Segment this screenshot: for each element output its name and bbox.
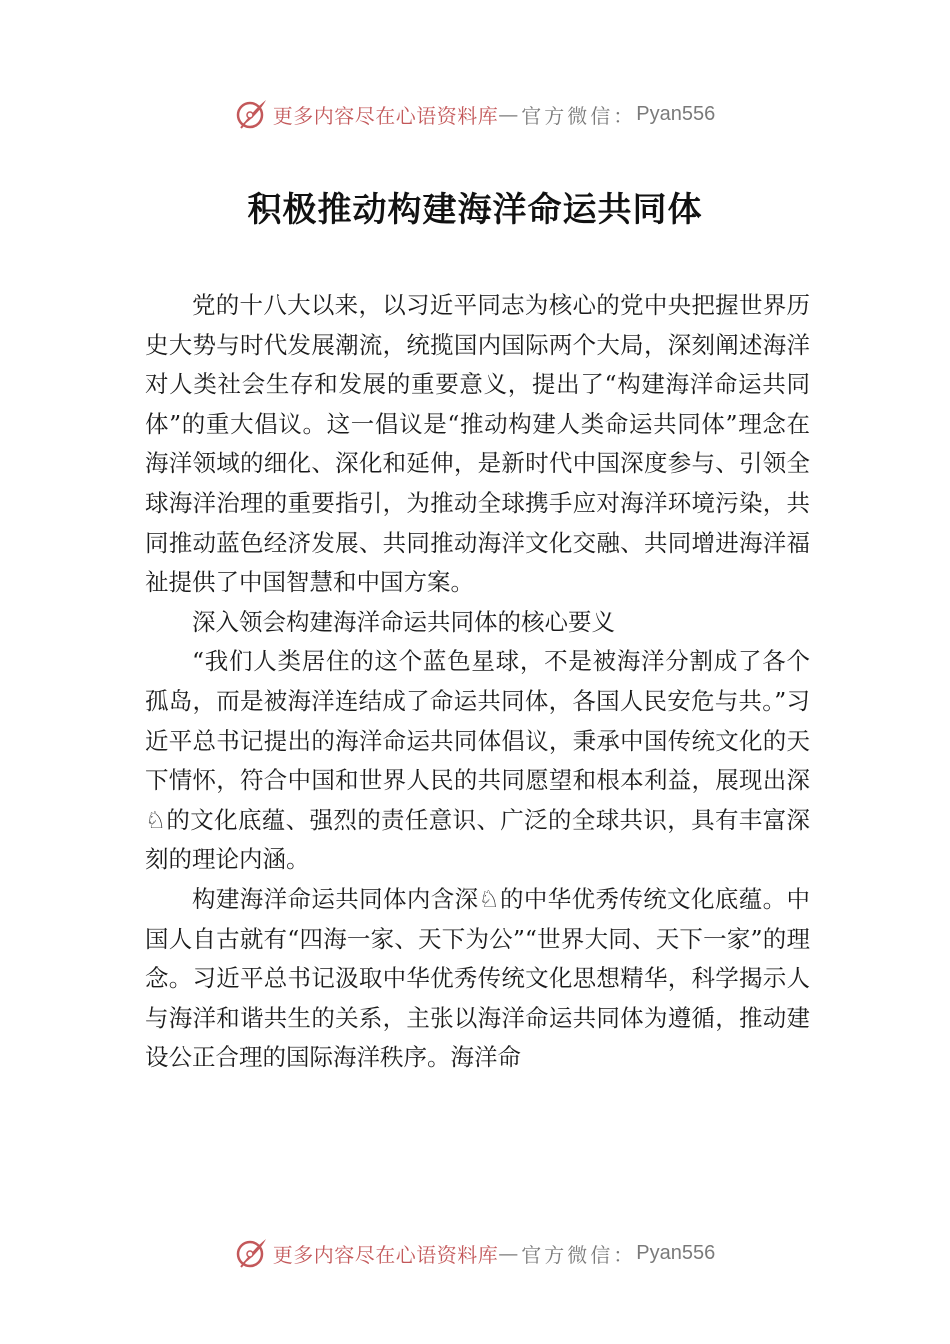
section-heading: 深入领会构建海洋命运共同体的核心要义 [192,607,615,636]
paragraph-intro: 党的十八大以来，以习近平同志为核心的党中央把握世界历史大势与时代发展潮流，统揽国内国际两个大局，深刻阐述海洋对人类社会生存和发展的重要意义，提出了“构建海洋命运共同体”的重大倡议。这一倡议是“推动构建人类命运共同体”理念在海洋领域的细化、深化和延伸，是新时代中国深度参与、引领全球海洋治理的重要指引，为推动全球携手应对海洋环境污染，共同推动蓝色经济发展、共同推动海洋文化交融、共同增进海洋福祉提供了中国智慧和中国方案。 [145,291,810,597]
quill-logo-icon [235,1236,269,1270]
watermark-dash: — [498,102,522,126]
watermark-dash: — [498,1241,522,1265]
watermark-wechat-id: Pyan556 [636,102,716,125]
watermark-brand-text: 更多内容尽在心语资料库 [272,1242,499,1267]
watermark-brand-text: 更多内容尽在心语资料库 [272,103,499,128]
footer-watermark [0,1233,950,1273]
paragraph-quote: “我们人类居住的这个蓝色星球，不是被海洋分割成了各个孤岛，而是被海洋连结成了命运共同体，各国人民安危与共。”习近平总书记提出的海洋命运共同体倡议，秉承中国传统文化的天下情怀，符合中国和世界人民的共同愿望和根本利益，展现出深♘的文化底蕴、强烈的责任意识、广泛的全球共识，具有丰富深刻的理论内涵。 [145,647,810,874]
watermark-wechat-id: Pyan556 [636,1241,716,1264]
header-watermark [0,94,950,134]
watermark-wechat-label: 官方微信： [521,103,637,128]
paragraph-culture: 构建海洋命运共同体内含深♘的中华优秀传统文化底蕴。中国人自古就有“四海一家、天下为公”“世界大同、天下一家”的理念。习近平总书记汲取中华优秀传统文化思想精华，科学揭示人与海洋和谐共生的关系，主张以海洋命运共同体为遵循，推动建设公正合理的国际海洋秩序。海洋命 [145,884,810,1072]
document-title: 积极推动构建海洋命运共同体 [247,190,703,230]
document-body [145,286,810,1078]
quill-logo-icon [235,97,269,131]
watermark-wechat-label: 官方微信： [521,1242,637,1267]
